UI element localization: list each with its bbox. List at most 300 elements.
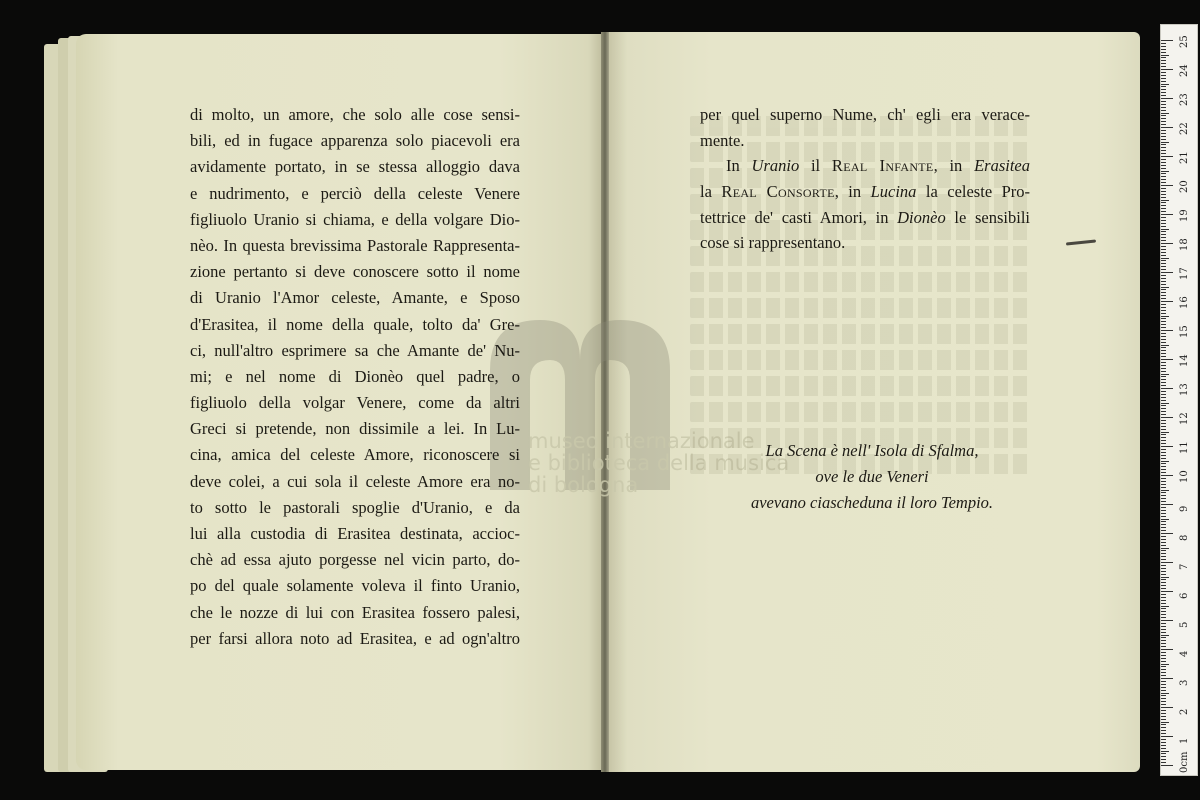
scene-line: ove le due Veneri — [815, 467, 929, 486]
text-line: di Uranio l'Amor celeste, Amante, e Sposo — [190, 288, 520, 308]
ruler-tick — [1161, 55, 1169, 56]
ruler-tick — [1161, 519, 1169, 520]
ruler-tick — [1161, 527, 1166, 528]
ruler-tick — [1161, 278, 1166, 279]
ruler-tick — [1161, 513, 1166, 514]
ruler-tick — [1161, 661, 1166, 662]
italic-name-dioneo: Dionèo — [897, 207, 946, 227]
ruler-tick — [1161, 652, 1166, 653]
left-page-text — [190, 102, 520, 652]
ruler-tick — [1161, 408, 1166, 409]
ruler-tick — [1161, 739, 1166, 740]
ruler-tick — [1161, 716, 1166, 717]
ruler-tick — [1161, 371, 1166, 372]
ruler-tick — [1161, 142, 1169, 143]
ruler-tick — [1161, 635, 1169, 636]
scene-line: La Scena è nell' Isola di Sfalma, — [765, 441, 979, 460]
ruler-tick — [1161, 440, 1166, 441]
ruler-tick — [1161, 376, 1166, 377]
ruler-tick — [1161, 446, 1173, 447]
ruler-tick — [1161, 545, 1166, 546]
ruler-tick — [1161, 765, 1173, 766]
ruler-tick — [1161, 287, 1169, 288]
ruler-tick — [1161, 539, 1166, 540]
ruler-tick — [1161, 455, 1166, 456]
ruler-tick — [1161, 150, 1166, 151]
ruler-tick — [1161, 310, 1166, 311]
word: tettrice de' casti Amori, in — [700, 207, 889, 227]
ruler-tick — [1161, 115, 1166, 116]
ruler-tick — [1161, 640, 1166, 641]
ruler-number: 1 — [1179, 737, 1190, 744]
ruler-tick — [1161, 365, 1166, 366]
ruler-tick — [1161, 304, 1166, 305]
ruler-tick — [1161, 171, 1169, 172]
ruler-tick — [1161, 495, 1166, 496]
ruler-tick — [1161, 710, 1166, 711]
ruler-number: 22 — [1179, 122, 1190, 135]
ruler-tick — [1161, 748, 1166, 749]
ruler-tick — [1161, 472, 1166, 473]
ruler-tick — [1161, 432, 1169, 433]
ruler-tick — [1161, 127, 1173, 128]
ruler-tick — [1161, 208, 1166, 209]
ruler-tick — [1161, 516, 1166, 517]
ruler-tick — [1161, 40, 1173, 41]
word: la celeste Pro- — [916, 182, 1031, 202]
ruler-number: 16 — [1179, 296, 1190, 309]
ruler-tick — [1161, 594, 1166, 595]
ruler-number: 20 — [1179, 180, 1190, 193]
ruler-tick — [1161, 637, 1166, 638]
ruler-tick — [1161, 675, 1166, 676]
ruler-tick — [1161, 52, 1166, 53]
ruler-tick — [1161, 550, 1166, 551]
ruler-tick — [1161, 751, 1169, 752]
ruler-tick — [1161, 173, 1166, 174]
ruler-tick — [1161, 742, 1166, 743]
watermark-line: e biblioteca della musica — [528, 451, 790, 475]
word: In — [726, 156, 740, 176]
ruler-tick — [1161, 507, 1166, 508]
ruler-tick — [1161, 707, 1173, 708]
scene-note — [706, 438, 1038, 516]
ruler-tick — [1161, 597, 1166, 598]
ruler-tick — [1161, 461, 1169, 462]
ruler-tick — [1161, 664, 1169, 665]
ruler-tick — [1161, 542, 1166, 543]
ruler-tick — [1161, 342, 1166, 343]
ruler-number: 5 — [1179, 621, 1190, 628]
ruler-tick — [1161, 63, 1166, 64]
ruler-tick — [1161, 487, 1166, 488]
ruler-tick — [1161, 475, 1173, 476]
ruler-tick — [1161, 704, 1166, 705]
ruler-tick — [1161, 156, 1173, 157]
ruler-tick — [1161, 693, 1169, 694]
ruler-tick — [1161, 185, 1173, 186]
ruler-tick — [1161, 159, 1166, 160]
text-line: che le nozze di lui con Erasitea fossero palesi, — [190, 602, 520, 622]
ruler-tick — [1161, 269, 1166, 270]
ruler-tick — [1161, 745, 1166, 746]
ruler-tick — [1161, 60, 1166, 61]
ruler-tick — [1161, 403, 1169, 404]
ruler-tick — [1161, 200, 1169, 201]
ruler-tick — [1161, 646, 1166, 647]
ruler-tick — [1161, 266, 1166, 267]
ruler-tick — [1161, 72, 1166, 73]
italic-name-uranio: Uranio — [751, 156, 800, 176]
ruler-tick — [1161, 46, 1166, 47]
ruler-tick — [1161, 78, 1166, 79]
ruler-tick — [1161, 501, 1166, 502]
ruler-tick — [1161, 603, 1166, 604]
ruler-tick — [1161, 492, 1166, 493]
ruler-tick — [1161, 420, 1166, 421]
ruler-tick — [1161, 643, 1166, 644]
ruler-tick — [1161, 57, 1166, 58]
ruler-tick — [1161, 521, 1166, 522]
ruler-tick — [1161, 719, 1166, 720]
ruler-tick — [1161, 458, 1166, 459]
ruler-tick — [1161, 379, 1166, 380]
smallcaps-real-infante: Real Infante — [831, 156, 934, 176]
ruler-tick — [1161, 327, 1166, 328]
ruler-tick — [1161, 449, 1166, 450]
ruler-tick — [1161, 246, 1166, 247]
text-line: bili, ed in fugace apparenza solo piacevoli era — [190, 131, 520, 151]
text-line: cose si rappresentano. — [700, 233, 846, 253]
ruler-tick — [1161, 617, 1166, 618]
ruler-tick — [1161, 223, 1166, 224]
ruler-tick — [1161, 289, 1166, 290]
ruler-tick — [1161, 350, 1166, 351]
ruler-tick — [1161, 437, 1166, 438]
ruler-tick — [1161, 469, 1166, 470]
ruler-tick — [1161, 202, 1166, 203]
ruler-tick — [1161, 698, 1166, 699]
ruler-tick — [1161, 553, 1166, 554]
ruler-tick — [1161, 687, 1166, 688]
measurement-ruler — [1160, 24, 1198, 776]
text-line: per farsi allora noto ad Erasitea, e ad ogn'altro — [190, 628, 520, 648]
ruler-tick — [1161, 121, 1166, 122]
text-line: mi; e nel nome di Dionèo quel padre, o — [190, 366, 520, 386]
ruler-number: 12 — [1179, 412, 1190, 425]
ruler-number: 10 — [1179, 470, 1190, 483]
ruler-tick — [1161, 281, 1166, 282]
text-line — [700, 153, 1030, 179]
ruler-tick — [1161, 681, 1166, 682]
ruler-tick — [1161, 362, 1166, 363]
ruler-tick — [1161, 182, 1166, 183]
ruler-tick — [1161, 298, 1166, 299]
ruler-tick — [1161, 211, 1166, 212]
ruler-tick — [1161, 411, 1166, 412]
ruler-tick — [1161, 324, 1166, 325]
ruler-number: 15 — [1179, 325, 1190, 338]
ruler-tick — [1161, 600, 1166, 601]
ruler-tick — [1161, 382, 1166, 383]
ruler-tick — [1161, 629, 1166, 630]
ruler-tick — [1161, 144, 1166, 145]
ruler-tick — [1161, 272, 1173, 273]
ruler-tick — [1161, 452, 1166, 453]
ruler-tick — [1161, 336, 1166, 337]
ruler-tick — [1161, 524, 1166, 525]
ruler-tick — [1161, 147, 1166, 148]
text-line: deve colei, a cui sola il celeste Amore era no- — [190, 471, 520, 491]
ruler-tick — [1161, 591, 1173, 592]
ruler-tick — [1161, 292, 1166, 293]
ruler-tick — [1161, 295, 1166, 296]
ruler-tick — [1161, 133, 1166, 134]
text-line: avidamente portato, in se stessa alloggio dava — [190, 157, 520, 177]
ruler-tick — [1161, 753, 1166, 754]
text-line: cina, amica del celeste Amore, riconoscere si — [190, 445, 520, 465]
ruler-tick — [1161, 84, 1169, 85]
ruler-tick — [1161, 588, 1166, 589]
ruler-tick — [1161, 579, 1166, 580]
ruler-tick — [1161, 284, 1166, 285]
ruler-tick — [1161, 490, 1169, 491]
ruler-tick — [1161, 658, 1166, 659]
ruler-tick — [1161, 168, 1166, 169]
ruler-tick — [1161, 394, 1166, 395]
ruler-tick — [1161, 321, 1166, 322]
text-line: to sotto le pastorali spoglie d'Uranio, e da — [190, 497, 520, 517]
ruler-tick — [1161, 736, 1173, 737]
ruler-tick — [1161, 562, 1173, 563]
watermark-line: museo internazionale — [528, 429, 755, 453]
ruler-number: 13 — [1179, 383, 1190, 396]
ruler-tick — [1161, 252, 1166, 253]
ruler-tick — [1161, 353, 1166, 354]
ruler-number: 18 — [1179, 238, 1190, 251]
italic-name-erasitea: Erasitea — [974, 156, 1031, 176]
ruler-tick — [1161, 571, 1166, 572]
ruler-tick — [1161, 391, 1166, 392]
text-line: ci, null'altro esprimere sa che Amante de' Nu- — [190, 340, 520, 360]
ruler-tick — [1161, 275, 1166, 276]
text-line: Greci si pretende, non dissimile a lei. In Lu- — [190, 419, 520, 439]
word: la — [700, 182, 712, 202]
ruler-tick — [1161, 316, 1169, 317]
ruler-tick — [1161, 162, 1166, 163]
text-line: mente. — [700, 130, 745, 150]
ruler-tick — [1161, 759, 1166, 760]
ruler-tick — [1161, 385, 1166, 386]
ruler-tick — [1161, 92, 1166, 93]
ruler-tick — [1161, 568, 1166, 569]
text-line: lui alla custodia di Erasitea destinata, accioc- — [190, 524, 520, 543]
ruler-tick — [1161, 756, 1166, 757]
ruler-tick — [1161, 574, 1166, 575]
ruler-tick — [1161, 104, 1166, 105]
ruler-tick — [1161, 484, 1166, 485]
ruler-tick — [1161, 684, 1166, 685]
text-line: d'Erasitea, il nome della quale, tolto da' Gre- — [190, 314, 520, 334]
ruler-tick — [1161, 510, 1166, 511]
ruler-tick — [1161, 86, 1166, 87]
text-line: e nudrimento, e perciò della celeste Venere — [190, 183, 520, 203]
ruler-number: 14 — [1179, 354, 1190, 367]
ruler-number: 21 — [1179, 151, 1190, 164]
text-line — [700, 179, 1030, 205]
ruler-tick — [1161, 356, 1166, 357]
ruler-tick — [1161, 649, 1173, 650]
ruler-tick — [1161, 498, 1166, 499]
ruler-tick — [1161, 318, 1166, 319]
ruler-tick — [1161, 400, 1166, 401]
ruler-tick — [1161, 263, 1166, 264]
ruler-tick — [1161, 234, 1166, 235]
ruler-tick — [1161, 620, 1173, 621]
ruler-number: 17 — [1179, 267, 1190, 280]
ruler-number: 19 — [1179, 209, 1190, 222]
italic-name-lucina: Lucina — [870, 182, 917, 202]
ruler-tick — [1161, 214, 1173, 215]
text-line: zione pertanto si deve conoscere sotto il nome — [190, 262, 520, 282]
ruler-tick — [1161, 374, 1169, 375]
ruler-tick — [1161, 701, 1166, 702]
ruler-tick — [1161, 165, 1166, 166]
ruler-tick — [1161, 690, 1166, 691]
ruler-tick — [1161, 556, 1166, 557]
ruler-tick — [1161, 666, 1166, 667]
ruler-tick — [1161, 585, 1166, 586]
text-line: chè ad essa ajuto porgesse nel vicin parto, do- — [190, 550, 520, 570]
ruler-number: 6 — [1179, 592, 1190, 599]
ruler-tick — [1161, 101, 1166, 102]
text-line: di molto, un amore, che solo alle cose sensi- — [190, 105, 520, 124]
word: , in — [933, 156, 963, 176]
ruler-tick — [1161, 66, 1166, 67]
ruler-number: 25 — [1179, 35, 1190, 48]
ruler-tick — [1161, 113, 1169, 114]
watermark-line: di bologna — [528, 473, 639, 497]
ruler-tick — [1161, 530, 1166, 531]
ruler-tick — [1161, 669, 1166, 670]
ruler-tick — [1161, 608, 1166, 609]
ruler-tick — [1161, 466, 1166, 467]
smallcaps-real-consorte: Real Consorte — [721, 182, 835, 202]
ruler-tick — [1161, 226, 1166, 227]
word: il — [799, 156, 832, 176]
ruler-tick — [1161, 614, 1166, 615]
ruler-number: 7 — [1179, 563, 1190, 570]
ruler-tick — [1161, 388, 1173, 389]
ruler-tick — [1161, 260, 1166, 261]
ruler-tick — [1161, 655, 1166, 656]
ruler-tick — [1161, 333, 1166, 334]
ruler-tick — [1161, 205, 1166, 206]
ruler-tick — [1161, 730, 1166, 731]
ruler-tick — [1161, 249, 1166, 250]
ruler-tick — [1161, 81, 1166, 82]
ruler-tick — [1161, 345, 1169, 346]
ruler-tick — [1161, 98, 1173, 99]
ruler-tick — [1161, 220, 1166, 221]
text-line: figliuolo della volgar Venere, come da altri — [190, 393, 520, 413]
ruler-tick — [1161, 478, 1166, 479]
ruler-number: 3 — [1179, 679, 1190, 686]
ruler-tick — [1161, 397, 1166, 398]
ruler-tick — [1161, 722, 1169, 723]
ruler-tick — [1161, 49, 1166, 50]
ruler-number: 0cm — [1179, 751, 1190, 773]
text-line — [700, 205, 1030, 231]
ruler-tick — [1161, 678, 1173, 679]
ruler-tick — [1161, 231, 1166, 232]
ruler-tick — [1161, 176, 1166, 177]
ruler-number: 8 — [1179, 534, 1190, 541]
ruler-tick — [1161, 417, 1173, 418]
ruler-tick — [1161, 339, 1166, 340]
ruler-tick — [1161, 368, 1166, 369]
ruler-tick — [1161, 229, 1169, 230]
ruler-tick — [1161, 69, 1173, 70]
ruler-tick — [1161, 672, 1166, 673]
ruler-number: 4 — [1179, 650, 1190, 657]
ruler-number: 11 — [1179, 441, 1190, 454]
ruler-tick — [1161, 733, 1166, 734]
word: , in — [834, 182, 862, 202]
ruler-tick — [1161, 191, 1166, 192]
ruler-tick — [1161, 217, 1166, 218]
ruler-tick — [1161, 481, 1166, 482]
ruler-tick — [1161, 559, 1166, 560]
ruler-tick — [1161, 95, 1166, 96]
ruler-tick — [1161, 313, 1166, 314]
ruler-tick — [1161, 107, 1166, 108]
ruler-tick — [1161, 240, 1166, 241]
ruler-tick — [1161, 504, 1173, 505]
ruler-tick — [1161, 423, 1166, 424]
ruler-tick — [1161, 197, 1166, 198]
ruler-tick — [1161, 307, 1166, 308]
ruler-tick — [1161, 426, 1166, 427]
text-line: nèo. In questa brevissima Pastorale Rappresenta- — [190, 235, 520, 255]
ruler-tick — [1161, 414, 1166, 415]
text-line: per quel superno Nume, ch' egli era verace- — [700, 105, 1030, 124]
ruler-tick — [1161, 548, 1169, 549]
word: le sensibili — [945, 207, 1030, 227]
ruler-tick — [1161, 237, 1166, 238]
ruler-tick — [1161, 429, 1166, 430]
ruler-tick — [1161, 188, 1166, 189]
ruler-tick — [1161, 139, 1166, 140]
ruler-tick — [1161, 695, 1166, 696]
ruler-tick — [1161, 463, 1166, 464]
ruler-tick — [1161, 443, 1166, 444]
ruler-tick — [1161, 75, 1166, 76]
ruler-tick — [1161, 582, 1166, 583]
ruler-tick — [1161, 89, 1166, 90]
ruler-tick — [1161, 110, 1166, 111]
ruler-number: 9 — [1179, 505, 1190, 512]
ruler-tick — [1161, 405, 1166, 406]
ruler-tick — [1161, 727, 1166, 728]
ruler-tick — [1161, 243, 1173, 244]
ruler-tick — [1161, 124, 1166, 125]
text-line: po del quale solamente voleva il finto Uranio, — [190, 576, 520, 596]
ruler-tick — [1161, 194, 1166, 195]
ruler-tick — [1161, 623, 1166, 624]
right-page-text — [700, 102, 1030, 256]
ruler-number: 2 — [1179, 708, 1190, 715]
